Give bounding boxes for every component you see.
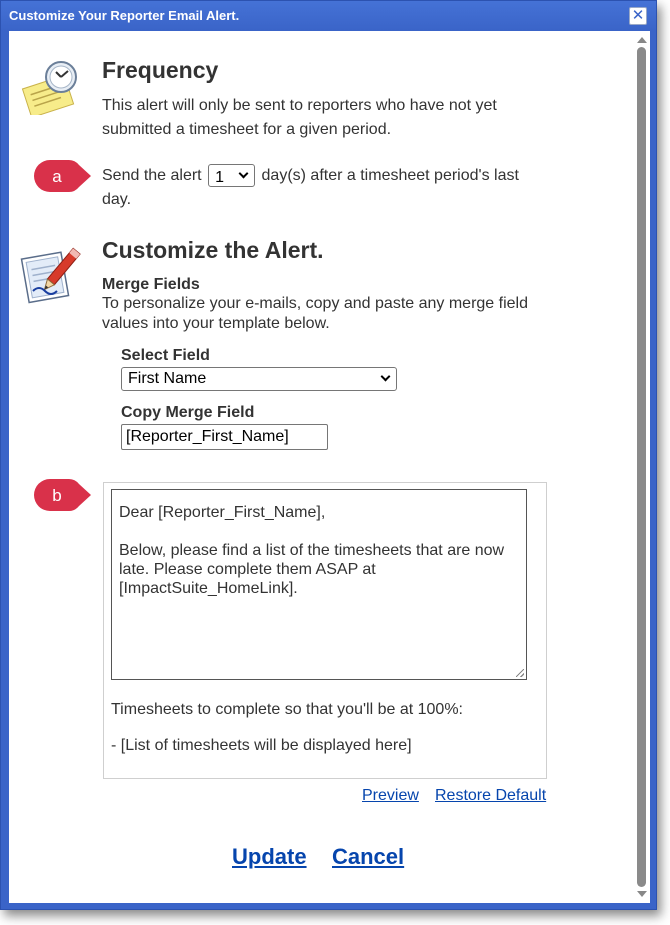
template-textarea[interactable]	[111, 489, 527, 680]
close-button[interactable]	[629, 7, 647, 25]
template-footer-line: Timesheets to complete so that you'll be at 100%:	[111, 701, 463, 718]
merge-fields-label: Merge Fields	[102, 276, 200, 293]
frequency-heading: Frequency	[102, 57, 219, 83]
preview-link[interactable]: Preview	[362, 787, 419, 804]
callout-b-label: b	[52, 486, 62, 505]
callout-a-label: a	[52, 167, 62, 186]
callout-a	[33, 159, 93, 193]
merge-field-select[interactable]	[121, 367, 397, 391]
dialog-title: Customize Your Reporter Email Alert.	[9, 8, 240, 23]
restore-default-link[interactable]: Restore Default	[435, 787, 547, 804]
chevron-down-icon	[239, 169, 249, 179]
select-field-label: Select Field	[121, 347, 210, 364]
send-alert-prefix: Send the alert	[102, 167, 202, 184]
clock-icon	[21, 59, 81, 115]
merge-field-select-value: First Name	[128, 370, 207, 387]
resize-grip-icon[interactable]	[516, 669, 524, 677]
send-alert-suffix: day(s) after a timesheet period's last day.	[102, 167, 519, 208]
cancel-button[interactable]: Cancel	[332, 844, 405, 869]
template-greeting: Dear [Reporter_First_Name],	[119, 504, 326, 521]
copy-merge-field-input[interactable]	[121, 424, 328, 450]
frequency-description: This alert will only be sent to reporters who have not yet submitted a timesheet for a given period.	[102, 97, 497, 138]
merge-fields-help: To personalize your e-mails, copy and paste any merge field values into your template below.	[102, 295, 528, 332]
days-select[interactable]	[208, 164, 255, 187]
dialog-titlebar[interactable]	[1, 1, 656, 31]
customize-heading: Customize the Alert.	[102, 237, 324, 263]
copy-field-label: Copy Merge Field	[121, 404, 255, 421]
scroll-up-icon[interactable]	[637, 37, 647, 43]
scroll-thumb[interactable]	[637, 47, 646, 887]
dialog-content	[9, 31, 650, 903]
chevron-down-icon	[381, 372, 391, 382]
template-body: Below, please find a list of the timesheets that are now late. Please complete them ASAP at [ImpactSuite_HomeLink].	[119, 542, 505, 597]
callout-b	[33, 478, 93, 512]
days-select-value: 1	[215, 169, 224, 187]
update-button[interactable]: Update	[232, 844, 307, 869]
pencil-edit-icon	[19, 243, 81, 305]
scroll-down-icon[interactable]	[637, 891, 647, 897]
close-icon: ✕	[631, 7, 645, 24]
vertical-scrollbar[interactable]	[634, 31, 650, 903]
template-footer-list: - [List of timesheets will be displayed here]	[111, 737, 412, 754]
template-container	[103, 482, 547, 779]
send-alert-row	[102, 164, 542, 212]
